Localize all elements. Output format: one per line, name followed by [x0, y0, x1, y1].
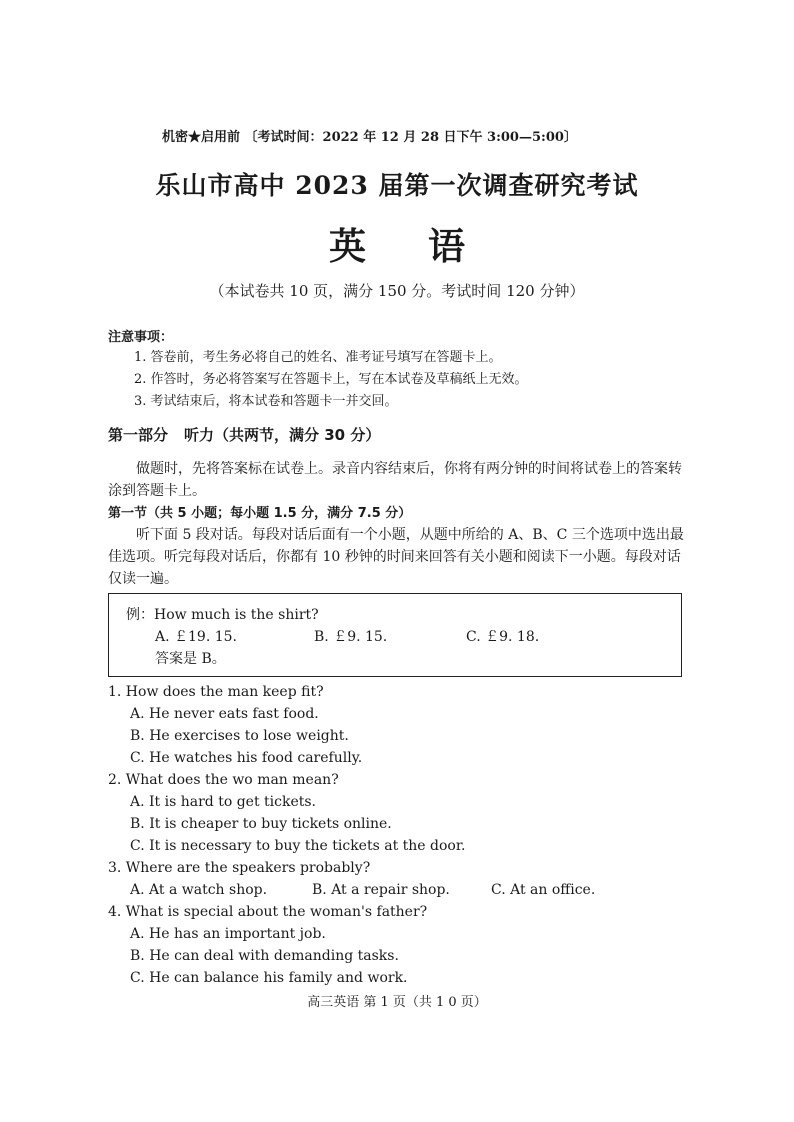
section1-instructions: 听下面 5 段对话。每段对话后面有一个小题，从题中所给的 A、B、C 三个选项中选出最佳选项。听完每段对话后，你都有 10 秒钟的时间来回答有关小题和阅读下一小题。每段对话仅读一遍。	[108, 527, 684, 587]
question-stem: 2. What does the wo man mean?	[108, 772, 339, 788]
question-option: A. He has an important job.	[130, 926, 326, 942]
question-option: B. He exercises to lose weight.	[130, 728, 349, 744]
example-question: 例：How much is the shirt?	[126, 607, 319, 623]
part1-heading	[108, 424, 380, 445]
notice-item: 3. 考试结束后，将本试卷和答题卡一并交回。	[134, 394, 398, 409]
subject-title: 英语	[329, 224, 527, 268]
part1-instructions: 做题时，先将答案标在试卷上。录音内容结束后，你将有两分钟的时间将试卷上的答案转涂到答题卡上。	[108, 461, 682, 499]
question-stem: 1. How does the man keep fit?	[108, 684, 324, 700]
notice-item: 1. 答卷前，考生务必将自己的姓名、准考证号填写在答题卡上。	[134, 350, 502, 365]
confidential-time-line: 机密★启用前 〔考试时间：2022 年 12 月 28 日下午 3:00—5:00〕	[162, 130, 577, 145]
example-option-a: A. ￡19. 15.	[155, 629, 237, 645]
question-option: A. It is hard to get tickets.	[130, 794, 316, 810]
notice-heading: 注意事项：	[108, 330, 174, 345]
question-option: A. He never eats fast food.	[130, 706, 319, 722]
example-answer: 答案是 B。	[155, 651, 226, 667]
exam-title: 乐山市高中 2023 届第一次调查研究考试	[155, 171, 639, 200]
part1-label: 第一部分	[108, 426, 169, 444]
part1-title: 听力（共两节，满分 30 分）	[184, 426, 381, 444]
page-footer: 高三英语 第 1 页（共 1 0 页）	[307, 995, 487, 1010]
question-option: B. He can deal with demanding tasks.	[130, 948, 399, 964]
question-option: C. He watches his food carefully.	[130, 750, 363, 766]
question-stem: 4. What is special about the woman's father?	[108, 904, 428, 920]
question-stem: 3. Where are the speakers probably?	[108, 860, 371, 876]
question-option: A. At a watch shop.	[130, 882, 268, 898]
notice-list	[134, 347, 528, 413]
notice-item: 2. 作答时，务必将答案写在答题卡上，写在本试卷及草稿纸上无效。	[134, 372, 528, 387]
question-option: C. It is necessary to buy the tickets at the door.	[130, 838, 466, 854]
exam-meta: （本试卷共 10 页，满分 150 分。考试时间 120 分钟）	[209, 282, 585, 300]
question-option: C. At an office.	[491, 882, 596, 898]
example-option-b: B. ￡9. 15.	[314, 629, 388, 645]
question-option: C. He can balance his family and work.	[130, 970, 408, 986]
section1-heading: 第一节（共 5 小题；每小题 1.5 分，满分 7.5 分）	[108, 506, 412, 521]
example-option-c: C. ￡9. 18.	[466, 629, 540, 645]
example-box	[108, 593, 682, 677]
question-option: B. At a repair shop.	[312, 882, 450, 898]
question-option: B. It is cheaper to buy tickets online.	[130, 816, 392, 832]
